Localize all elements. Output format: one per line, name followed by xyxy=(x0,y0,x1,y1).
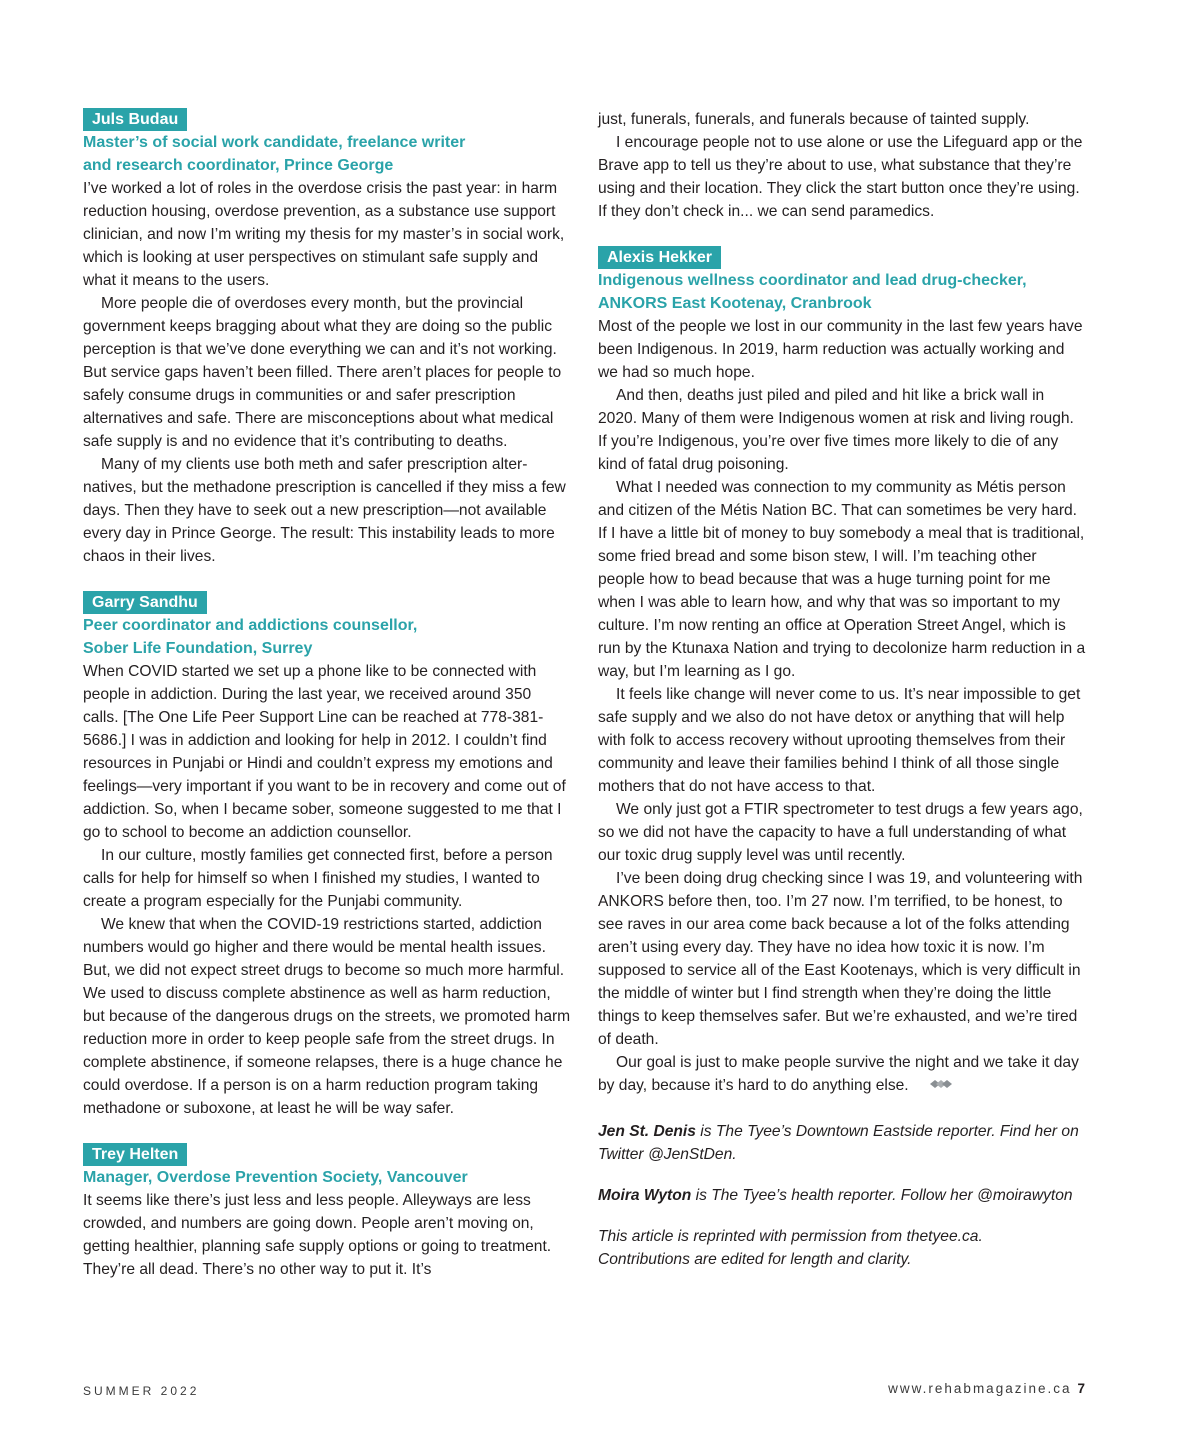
left-column xyxy=(83,108,571,1304)
author-name: Jen St. Denis xyxy=(598,1123,696,1141)
role-line: ANKORS East Kootenay, Cranbrook xyxy=(598,295,872,312)
author-bio: is The Tyee’s health reporter. Follow her @moirawyton xyxy=(695,1187,1073,1205)
profile-name-tag: Alexis Hekker xyxy=(598,246,721,269)
issue-label: SUMMER 2022 xyxy=(83,1384,200,1398)
final-text: Our goal is just to make people survive the night and we take it day by day, because it’s hard to do anything else. xyxy=(598,1054,1079,1094)
author-bio: is The Tyee’s Downtown Eastside reporter. Find her on Twitter @JenStDen. xyxy=(598,1123,1079,1164)
body-paragraph: We only just got a FTIR spectrometer to test drugs a few years ago, so we did not have the capacity to have a full understanding of what our toxic drug supply level was until recently. xyxy=(598,801,1083,864)
body-paragraph: We knew that when the COVID-19 restrictions started, addiction numbers would go higher and there would be mental health issues. But, we did not expect street drugs to become so much more harmful. We used to discuss complete abstinence as well as harm reduction, but because of the dangerous drugs on the streets, we promoted harm reduction more in order to keep people safe from the street drugs. In complete abstinence, if someone relapses, there is a huge chance he could overdose. If a person is on a harm reduction program taking methadone or suboxone, at least he will be way safer. xyxy=(83,916,571,1117)
page-number: 7 xyxy=(1077,1381,1085,1396)
role-line: Sober Life Foundation, Surrey xyxy=(83,640,313,657)
profile-alexis-hekker xyxy=(598,246,1086,1097)
profile-name-tag: Trey Helten xyxy=(83,1143,187,1166)
body-paragraph: In our culture, mostly families get connected first, before a person calls for help for himself so when I finished my studies, I wanted to create a program especially for the Punjabi community. xyxy=(83,847,553,910)
body-paragraph: Many of my clients use both meth and safer prescription alter-natives, but the methadone prescription is cancelled if they miss a few days. Then they have to seek out a new prescription—not available every day in Prince George. The result: This instability leads to more chaos in their lives. xyxy=(83,456,566,565)
role-line: Indigenous wellness coordinator and lead drug-checker, xyxy=(598,272,1027,289)
profile-juls-budau xyxy=(83,108,571,568)
profile-garry-sandhu xyxy=(83,591,571,1120)
body-paragraph: And then, deaths just piled and piled and hit like a brick wall in 2020. Many of them were Indigenous women at risk and living rough. If you’re Indigenous, you’re over five times more likely to die of any kind of fatal drug poisoning. xyxy=(598,387,1074,473)
reprint-line: This article is reprinted with permission from thetyee.ca. xyxy=(598,1228,983,1246)
body-paragraph: Most of the people we lost in our community in the last few years have been Indigenous. In 2019, harm reduction was actually working and we had so much hope. xyxy=(598,318,1083,381)
body-paragraph: It feels like change will never come to us. It’s near impossible to get safe supply and we also do not have detox or anything that will help with folk to access recovery without uprooting themselves from their community and leave their families behind I think of all those single mothers that do not have access to that. xyxy=(598,686,1081,795)
body-paragraph: I’ve worked a lot of roles in the overdose crisis the past year: in harm reduction housing, overdose prevention, as a substance use support clinician, and now I’m writing my thesis for my master’s in social work, which is looking at user perspectives on stimulant safe supply and what it means to the users. xyxy=(83,180,565,289)
author-name: Moira Wyton xyxy=(598,1187,692,1205)
author-credit-moira xyxy=(598,1184,1086,1207)
reprint-note xyxy=(598,1225,1086,1271)
profile-name-tag: Juls Budau xyxy=(83,108,187,131)
body-paragraph: When COVID started we set up a phone like to be connected with people in addiction. During the last year, we received around 350 calls. [The One Life Peer Support Line can be reached at 778-381-5686.] I was in addiction and looking for help in 2012. I couldn’t find resources in Punjabi or Hindi and couldn’t express my emotions and feelings—very important if you want to be in recovery and come out of addiction. So, when I became sober, someone suggested to me that I go to school to become an addiction counsellor. xyxy=(83,663,566,841)
role-line: Master’s of social work candidate, freelance writer xyxy=(83,134,466,151)
profile-role xyxy=(83,1166,571,1189)
end-of-article-icon xyxy=(912,1074,952,1097)
profile-trey-helten xyxy=(83,1143,571,1281)
body-paragraph: What I needed was connection to my community as Métis person and citizen of the Métis Nation BC. That can sometimes be very hard. If I have a little bit of money to buy somebody a meal that is traditional, some fried bread and some bison stew, I will. I’m teaching other people how to bead because that was a huge turning point for me when I was able to learn how, and why that was so important to my culture. I’m now renting an office at Operation Street Angel, which is run by the Ktunaxa Nation and trying to decolonize harm reduction in a way, but I’m learning as I go. xyxy=(598,479,1086,680)
body-paragraph-final xyxy=(598,1051,1086,1097)
profile-role xyxy=(598,269,1086,315)
body-paragraph: I encourage people not to use alone or use the Lifeguard app or the Brave app to tell us they’re about to use, what substance that they’re using and their location. They click the start button once they’re using. If they don’t check in... we can send paramedics. xyxy=(598,134,1083,220)
profile-role xyxy=(83,614,571,660)
reprint-line: Contributions are edited for length and clarity. xyxy=(598,1251,912,1269)
body-paragraph: I’ve been doing drug checking since I was 19, and volunteering with ANKORS before then, too. I’m 27 now. I’m terrified, to be honest, to see raves in our area come back because a lot of the folks attending aren’t using every day. They have no idea how toxic it is now. I’m supposed to service all of the East Kootenays, which is very difficult in the middle of winter but I find strength when they’re doing the little things to keep themselves safer. But we’re exhausted, and we’re tired of death. xyxy=(598,870,1083,1048)
role-line: and research coordinator, Prince George xyxy=(83,157,394,174)
right-column xyxy=(598,108,1086,1271)
body-paragraph: More people die of overdoses every month, but the provincial government keeps bragging about what they are doing so the public perception is that we’ve done everything we can and it’s not working. But service gaps haven’t been filled. There aren’t places for people to safely consume drugs in communities or and safer prescription alternatives and safe. There are misconceptions about what medical safe supply is and no evidence that it’s contributing to deaths. xyxy=(83,295,562,450)
role-line: Manager, Overdose Prevention Society, Vancouver xyxy=(83,1169,468,1186)
continued-trey-helten xyxy=(598,108,1086,223)
author-credit-jen xyxy=(598,1120,1086,1166)
profile-name-tag: Garry Sandhu xyxy=(83,591,207,614)
page-footer xyxy=(888,1381,1085,1396)
body-paragraph: just, funerals, funerals, and funerals because of tainted supply. xyxy=(598,111,1030,128)
body-paragraph: It seems like there’s just less and less people. Alleyways are less crowded, and numbers are going down. People aren’t moving on, getting healthier, planning safe supply options or going to treatment. They’re all dead. There’s no other way to put it. It’s xyxy=(83,1192,552,1278)
role-line: Peer coordinator and addictions counsellor, xyxy=(83,617,418,634)
profile-role xyxy=(83,131,571,177)
website-link[interactable]: www.rehabmagazine.ca xyxy=(888,1381,1072,1396)
